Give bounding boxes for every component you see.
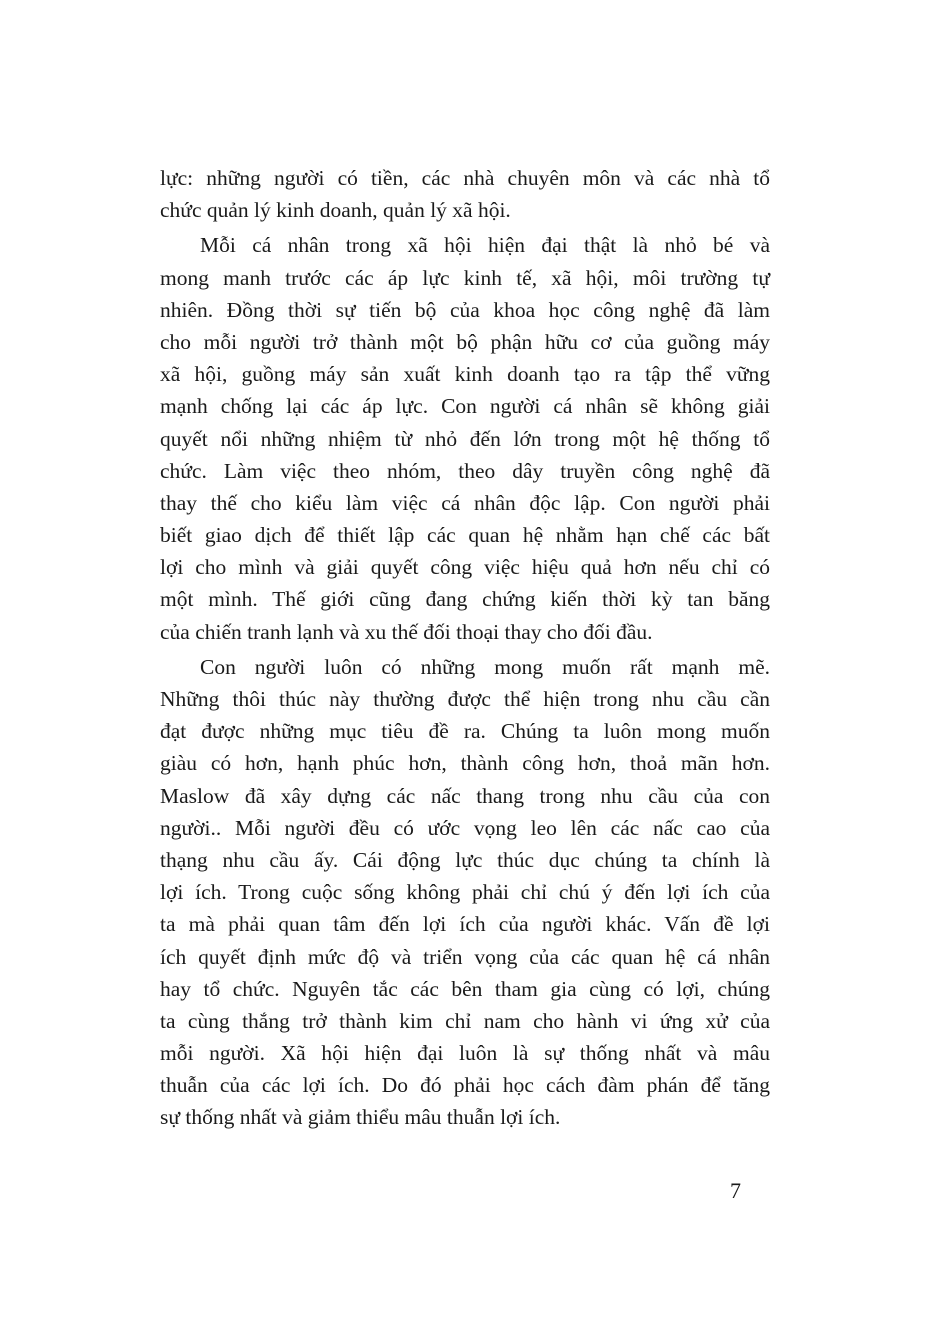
text-line: Maslow đã xây dựng các nấc thang trong nhu cầu của con — [160, 783, 770, 808]
text-line: lợi ích. Trong cuộc sống không phải chỉ chú ý đến lợi ích của — [160, 880, 770, 905]
text-line: xã hội, guồng máy sản xuất kinh doanh tạo ra tập thể vững — [160, 362, 770, 387]
text-line: đạt được những mục tiêu đề ra. Chúng ta luôn mong muốn — [160, 719, 770, 744]
text-line: Mỗi cá nhân trong xã hội hiện đại thật là nhỏ bé và — [200, 233, 770, 258]
body-text — [160, 162, 770, 1134]
text-line: một mình. Thế giới cũng đang chứng kiến thời kỳ tan băng — [160, 587, 770, 612]
text-line: thuẫn của các lợi ích. Do đó phải học cách đàm phán để tăng — [160, 1073, 770, 1098]
text-line: Con người luôn có những mong muốn rất mạnh mẽ. — [200, 654, 770, 679]
text-line: lợi cho mình và giải quyết công việc hiệu quả hơn nếu chỉ có — [160, 555, 770, 580]
text-line: người.. Mỗi người đều có ước vọng leo lên các nấc cao của — [160, 815, 770, 840]
text-line: mỗi người. Xã hội hiện đại luôn là sự thống nhất và mâu — [160, 1041, 770, 1066]
text-line: mạnh chống lại các áp lực. Con người cá nhân sẽ không giải — [160, 394, 770, 419]
text-line: hay tổ chức. Nguyên tắc các bên tham gia cùng có lợi, chúng — [160, 976, 770, 1001]
text-line: mong manh trước các áp lực kinh tế, xã hội, môi trường tự — [160, 265, 770, 290]
text-line: ta cùng thắng trở thành kim chỉ nam cho hành vi ứng xử của — [160, 1008, 770, 1033]
text-line: chức quản lý kinh doanh, quản lý xã hội. — [160, 198, 511, 223]
text-line: của chiến tranh lạnh và xu thế đối thoại thay cho đối đầu. — [160, 619, 653, 644]
text-line: thạng nhu cầu ấy. Cái động lực thúc dục chúng ta chính là — [160, 847, 770, 872]
text-line: quyết nổi những nhiệm từ nhỏ đến lớn trong một hệ thống tổ — [160, 426, 770, 451]
page-number: 7 — [730, 1178, 741, 1203]
text-line: Những thôi thúc này thường được thể hiện trong nhu cầu cần — [160, 687, 770, 711]
paragraph-3 — [160, 651, 770, 1134]
text-line: ta mà phải quan tâm đến lợi ích của người khác. Vấn đề lợi — [160, 912, 770, 937]
text-line: biết giao dịch để thiết lập các quan hệ nhằm hạn chế các bất — [160, 523, 770, 548]
text-line: nhiên. Đồng thời sự tiến bộ của khoa học công nghệ đã làm — [160, 297, 770, 322]
text-line: giàu có hơn, hạnh phúc hơn, thành công hơn, thoả mãn hơn. — [160, 751, 770, 776]
text-line: chức. Làm việc theo nhóm, theo dây truyền công nghệ đã — [160, 458, 770, 483]
paragraph-1 — [160, 162, 770, 226]
paragraph-2 — [160, 229, 770, 647]
text-line: ích quyết định mức độ và triển vọng của các quan hệ cá nhân — [160, 944, 770, 969]
text-line: thay thế cho kiểu làm việc cá nhân độc lập. Con người phải — [160, 490, 770, 515]
text-line: sự thống nhất và giảm thiểu mâu thuẫn lợi ích. — [160, 1105, 561, 1130]
text-line: lực: những người có tiền, các nhà chuyên môn và các nhà tổ — [160, 166, 770, 190]
text-line: cho mỗi người trở thành một bộ phận hữu cơ của guồng máy — [160, 329, 770, 354]
